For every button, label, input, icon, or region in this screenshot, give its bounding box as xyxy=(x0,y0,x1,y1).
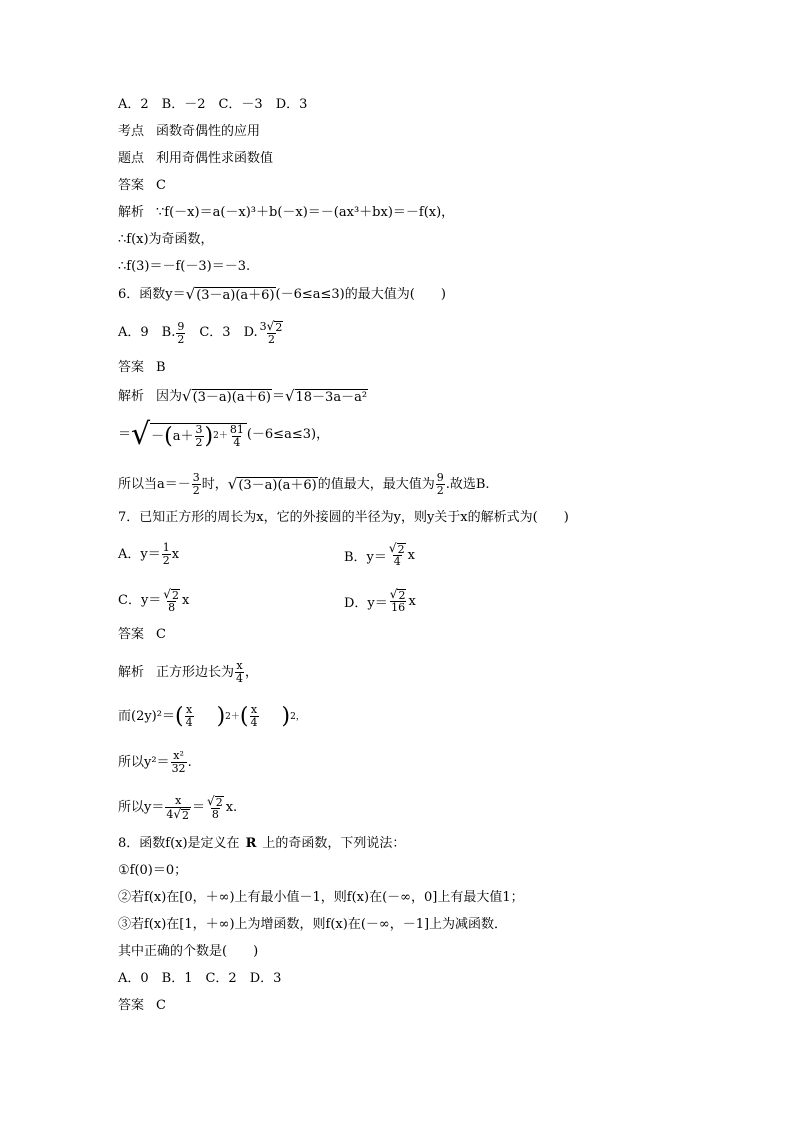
q6-options: A．9 B. $\frac{9}{2}$ C．3 D. 3 √ 2 2 xyxy=(118,319,283,346)
q5-answer: 答案 C xyxy=(118,178,166,193)
q8-answer: 答案 C xyxy=(118,998,166,1013)
q6-answer: 答案 B xyxy=(118,360,166,375)
q8-statement-2: ②若f(x)在[0，＋∞)上有最小值－1，则f(x)在(－∞，0]上有最大值1； xyxy=(118,890,524,905)
q5-options: A．2 B．－2 C．－3 D．3 xyxy=(118,97,308,112)
q7-answer: 答案 C xyxy=(118,627,166,642)
q7-jiexi-line3: 所以y²＝ $\frac{\text{x²}}{32}$ . xyxy=(118,749,192,775)
q6-jiexi-line3: 所以当a＝－ $\frac{3}{2}$ 时， √ (3－a)(a＋6) 的值最大，最大值为 $\frac{9}{2}$ .故选B. xyxy=(118,471,490,497)
q8-statement-3: ③若f(x)在[1，＋∞)上为增函数，则f(x)在(－∞，－1]上为减函数． xyxy=(118,917,508,932)
q7-option-d: D．y＝ √ 2 16 x xyxy=(344,587,416,614)
q6-big-sqrt: √ － ( a＋ $\frac{3}{2}$ ) 2＋ $\frac{81}{4}$ xyxy=(131,420,247,450)
q6-option-b-frac: $\frac{9}{2}$ xyxy=(177,319,185,346)
q8-question: 其中正确的个数是( ) xyxy=(118,944,259,959)
q7-jiexi-line2: 而(2y)²＝ ( $\frac{x}{4}$ ) 2＋ ( $\frac{x}{4}$ ) 2， xyxy=(118,703,305,729)
q7-stem: 7．已知正方形的周长为x，它的外接圆的半径为y，则y关于x的解析式为( ) xyxy=(118,510,569,525)
q8-stem: 8．函数f(x)是定义在 R 上的奇函数，下列说法： xyxy=(118,836,406,851)
q6-jiexi-line2: ＝ √ － ( a＋ $\frac{3}{2}$ ) 2＋ $\frac{81}{4}$ (－6≤a≤3)， xyxy=(118,417,330,452)
q5-jiexi-line2: ∴f(x)为奇函数， xyxy=(118,232,214,247)
q8-statement-1: ①f(0)＝0； xyxy=(118,863,188,878)
q5-jiexi-line3: ∴f(3)＝－f(－3)＝－3. xyxy=(118,259,251,274)
q7-option-b: B．y＝ √ 2 4 x xyxy=(344,541,415,568)
q7-options-row1: A．y＝ $\frac{1}{2}$ x xyxy=(118,541,180,567)
q6-jiexi-line1: 解析 因为 √ (3－a)(a＋6) ＝ √ 18－3a－a² xyxy=(118,387,368,405)
q5-tidian: 题点 利用奇偶性求函数值 xyxy=(118,151,274,166)
q6-option-d-frac: 3 √ 2 2 xyxy=(259,319,283,346)
q6-stem: 6．函数y＝ √ (3－a)(a＋6) (－6≤a≤3)的最大值为( ) xyxy=(118,285,446,303)
q5-jiexi-line1: 解析 ∵f(－x)＝a(－x)³＋b(－x)＝－(ax³＋bx)＝－f(x)， xyxy=(118,205,455,220)
q7-options-row2: C．y＝ √ 2 8 x xyxy=(118,587,190,614)
q5-kaodian: 考点 函数奇偶性的应用 xyxy=(118,124,261,139)
q6-stem-sqrt: √ (3－a)(a＋6) xyxy=(185,285,275,303)
q7-jiexi-line1: 解析 正方形边长为 $\frac{x}{4}$ ， xyxy=(118,659,259,685)
q7-jiexi-line4: 所以y＝ x 4 √ 2 ＝ √ 2 8 x. xyxy=(118,794,238,822)
q8-options: A．0 B．1 C．2 D．3 xyxy=(118,971,282,986)
